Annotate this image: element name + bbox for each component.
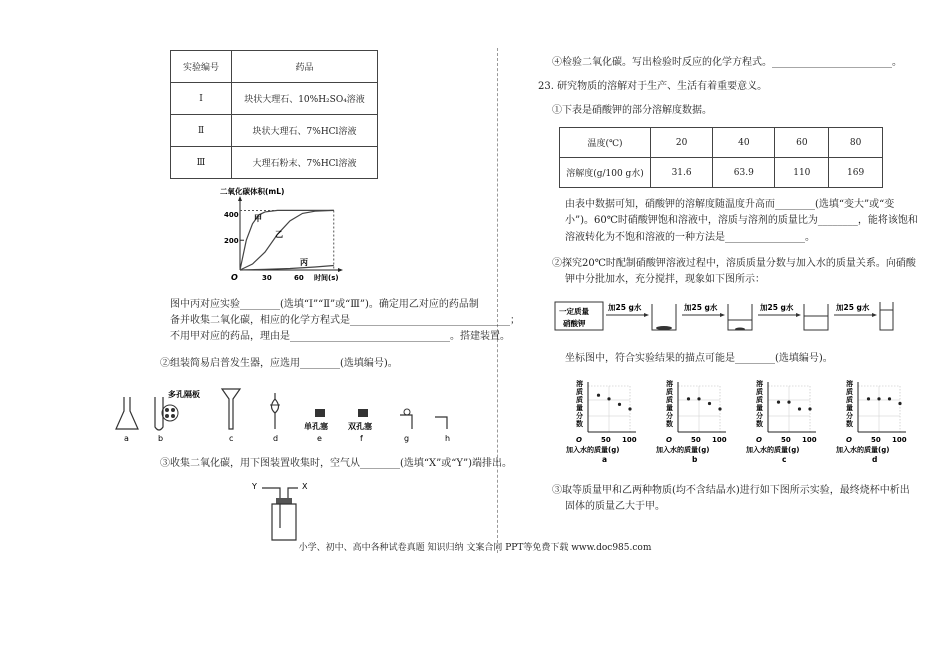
data-point [877, 397, 880, 400]
conical-flask-icon [116, 397, 138, 429]
data-point [798, 407, 801, 410]
x-tick-label: 30 [262, 274, 272, 282]
mini-y-label-char: 数 [846, 420, 853, 428]
column-divider [497, 48, 498, 553]
table-header: 药品 [232, 51, 378, 83]
table-cell: Ⅲ [171, 147, 232, 179]
mini-y-label-char: 质 [576, 396, 583, 404]
y-arrow [238, 196, 242, 201]
data-point [628, 407, 631, 410]
mini-y-label-char: 质 [846, 388, 853, 396]
beaker-3 [804, 304, 828, 330]
data-point [718, 407, 721, 410]
mini-origin: O [846, 436, 852, 444]
add-water-label: 加25 g水 [760, 303, 794, 312]
q4-text: ④检验二氧化碳。写出检验时反应的化学方程式。________________________。 [552, 57, 902, 68]
p1-line3: 溶液转化为不饱和溶液的一种方法是________________。 [565, 232, 815, 243]
solubility-table [559, 127, 883, 188]
curve-丙 [240, 266, 334, 271]
data-point [787, 401, 790, 404]
apparatus-row [110, 385, 470, 445]
p2-line2: 钾中分批加水，充分搅拌，现象如下图所示： [565, 274, 765, 285]
mini-x-tick: 100 [892, 436, 907, 444]
mini-x-tick: 50 [781, 436, 791, 444]
mini-origin: O [576, 436, 582, 444]
beaker-2 [728, 304, 752, 330]
apparatus-label: a [124, 434, 129, 443]
bent-tube-icon [435, 417, 447, 429]
mini-chart-label: c [782, 455, 787, 464]
long-funnel-icon [222, 389, 240, 429]
q23-part1: ①下表是硝酸钾的部分溶解度数据。 [552, 105, 712, 116]
mini-y-label-char: 量 [666, 404, 673, 412]
table-cell: 80 [829, 128, 883, 158]
mini-y-label-char: 量 [576, 404, 583, 412]
curve-label-jia: 甲 [254, 214, 262, 223]
data-point [697, 397, 700, 400]
single-stopper-icon [315, 409, 325, 417]
data-point [898, 402, 901, 405]
apparatus-label: c [229, 434, 234, 443]
p1-line1: 由表中数据可知，硝酸钾的溶解度随温度升高而________(选填“变大”或“变 [565, 199, 895, 210]
table-cell: 块状大理石、7%HCl溶液 [232, 115, 378, 147]
separatory-funnel-icon [270, 393, 280, 429]
q2-text: ②组装简易启普发生器，应选用________(选填编号)。 [160, 358, 398, 369]
curve-label-bing: 丙 [300, 258, 308, 267]
mini-x-label: 加入水的质量(g) [836, 446, 890, 454]
mini-y-label-char: 量 [756, 404, 763, 412]
y-tick-label: 200 [224, 237, 239, 245]
bottle-y-label: Y [252, 482, 257, 491]
experiment-table [170, 50, 378, 179]
x-tick-label: 60 [294, 274, 304, 282]
porous-plate-label: 多孔隔板 [168, 390, 200, 399]
table-cell: 110 [775, 158, 829, 188]
apparatus-label: b [158, 434, 164, 443]
table-cell: 40 [713, 128, 775, 158]
table-cell: 169 [829, 158, 883, 188]
table-cell: 大理石粉末、7%HCl溶液 [232, 147, 378, 179]
q1-line2: 备并收集二氧化碳，相应的化学方程式是________________________________； [170, 315, 520, 326]
apparatus-label: f [360, 434, 363, 443]
single-stopper-label: 单孔塞 [304, 422, 328, 431]
data-point [888, 397, 891, 400]
data-point [618, 403, 621, 406]
mini-chart-label: b [692, 455, 698, 464]
q1-line3: 不用甲对应的药品，理由是________________________________。搭建装置。 [170, 331, 510, 342]
test-tube-icon [155, 397, 178, 430]
p2-line1: ②探究20℃时配制硝酸钾溶液过程中，溶质质量分数与加入水的质量关系。向硝酸 [552, 258, 916, 269]
table-cell: 块状大理石、10%H₂SO₄溶液 [232, 83, 378, 115]
p3-line1: ③取等质量甲和乙两种物质(均不含结晶水)进行如下图所示实验，最终烧杯中析出 [552, 485, 910, 496]
mini-y-label-char: 溶 [576, 380, 583, 388]
mini-y-label-char: 分 [846, 412, 853, 420]
mini-charts-row [560, 376, 920, 462]
table-cell: Ⅱ [171, 115, 232, 147]
start-box-line2: 硝酸钾 [563, 319, 586, 328]
apparatus-label: h [445, 434, 451, 443]
graph-title: 二氧化碳体积(mL) [220, 187, 285, 196]
add-water-label: 加25 g水 [684, 303, 718, 312]
mini-chart-d [830, 376, 916, 462]
mini-x-tick: 50 [871, 436, 881, 444]
mini-y-label-char: 数 [756, 420, 763, 428]
gas-bottle-icon [250, 478, 320, 546]
mini-origin: O [666, 436, 672, 444]
p1-line2: 小”)。60℃时硝酸钾饱和溶液中，溶质与溶剂的质量比为________，能将该饱和 [565, 215, 918, 226]
mini-x-tick: 50 [601, 436, 611, 444]
q1-line1: 图中丙对应实验________(选填“Ⅰ”“Ⅱ”或“Ⅲ”)。确定用乙对应的药品制 [170, 299, 479, 310]
data-point [708, 402, 711, 405]
double-stopper-icon [358, 409, 368, 417]
mini-y-label-char: 质 [576, 388, 583, 396]
table-header: 溶解度(g/100 g水) [560, 158, 651, 188]
apparatus-label: g [404, 434, 410, 443]
table-header: 实验编号 [171, 51, 232, 83]
mini-y-label-char: 溶 [846, 380, 853, 388]
bottle-x-label: X [302, 482, 308, 491]
mini-chart-label: d [872, 455, 878, 464]
table-cell: 20 [651, 128, 713, 158]
data-point [687, 397, 690, 400]
mini-x-tick: 100 [712, 436, 727, 444]
mini-y-label-char: 质 [666, 388, 673, 396]
data-point [607, 397, 610, 400]
table-header: 温度(℃) [560, 128, 651, 158]
apparatus-label: d [273, 434, 279, 443]
p3-line2: 固体的质量乙大于甲。 [565, 501, 665, 512]
mini-y-label-char: 质 [846, 396, 853, 404]
mini-chart-c [740, 376, 826, 462]
mini-chart-label: a [602, 455, 608, 464]
data-point [777, 401, 780, 404]
mini-y-label-char: 质 [756, 388, 763, 396]
p2-question: 坐标图中，符合实验结果的描点可能是________(选填编号)。 [565, 353, 833, 364]
table-cell: 60 [775, 128, 829, 158]
mini-x-tick: 50 [691, 436, 701, 444]
start-box-line1: 一定质量 [559, 307, 589, 316]
x-axis-label: 时间(s) [314, 274, 339, 282]
curve-label-yi: 乙 [275, 230, 283, 239]
add-water-label: 加25 g水 [608, 303, 642, 312]
add-water-label: 加25 g水 [836, 303, 870, 312]
mini-x-label: 加入水的质量(g) [656, 446, 710, 454]
graph-origin: O [231, 273, 238, 282]
clamp-tube-icon [400, 409, 412, 429]
q3-text: ③收集二氧化碳，用下图装置收集时，空气从________(选填“X”或“Y”)端排出。 [160, 458, 512, 469]
mini-chart-a [560, 376, 646, 462]
dissolution-flow-diagram [554, 296, 894, 334]
mini-y-label-char: 质 [756, 396, 763, 404]
data-point [808, 407, 811, 410]
mini-y-label-char: 分 [576, 412, 583, 420]
mini-y-label-char: 数 [576, 420, 583, 428]
q23-title: 23. 研究物质的溶解对于生产、生活有着重要意义。 [538, 81, 768, 92]
data-point [597, 394, 600, 397]
mini-y-label-char: 质 [666, 396, 673, 404]
mini-y-label-char: 量 [846, 404, 853, 412]
data-point [867, 397, 870, 400]
apparatus-label: e [317, 434, 322, 443]
table-cell: 63.9 [713, 158, 775, 188]
x-arrow [338, 268, 343, 272]
mini-origin: O [756, 436, 762, 444]
page-footer: 小学、初中、高中各种试卷真题 知识归纳 文案合同 PPT等免费下载 www.doc985.com [298, 543, 652, 553]
table-cell: 31.6 [651, 158, 713, 188]
mini-y-label-char: 数 [666, 420, 673, 428]
co2-volume-graph [220, 185, 360, 285]
mini-x-tick: 100 [622, 436, 637, 444]
mini-y-label-char: 溶 [666, 380, 673, 388]
mini-x-label: 加入水的质量(g) [746, 446, 800, 454]
double-stopper-label: 双孔塞 [348, 422, 372, 431]
mini-chart-b [650, 376, 736, 462]
beaker-4 [880, 302, 893, 330]
table-cell: Ⅰ [171, 83, 232, 115]
y-tick-label: 400 [224, 211, 239, 219]
mini-y-label-char: 分 [666, 412, 673, 420]
mini-x-tick: 100 [802, 436, 817, 444]
mini-x-label: 加入水的质量(g) [566, 446, 620, 454]
mini-y-label-char: 分 [756, 412, 763, 420]
mini-y-label-char: 溶 [756, 380, 763, 388]
